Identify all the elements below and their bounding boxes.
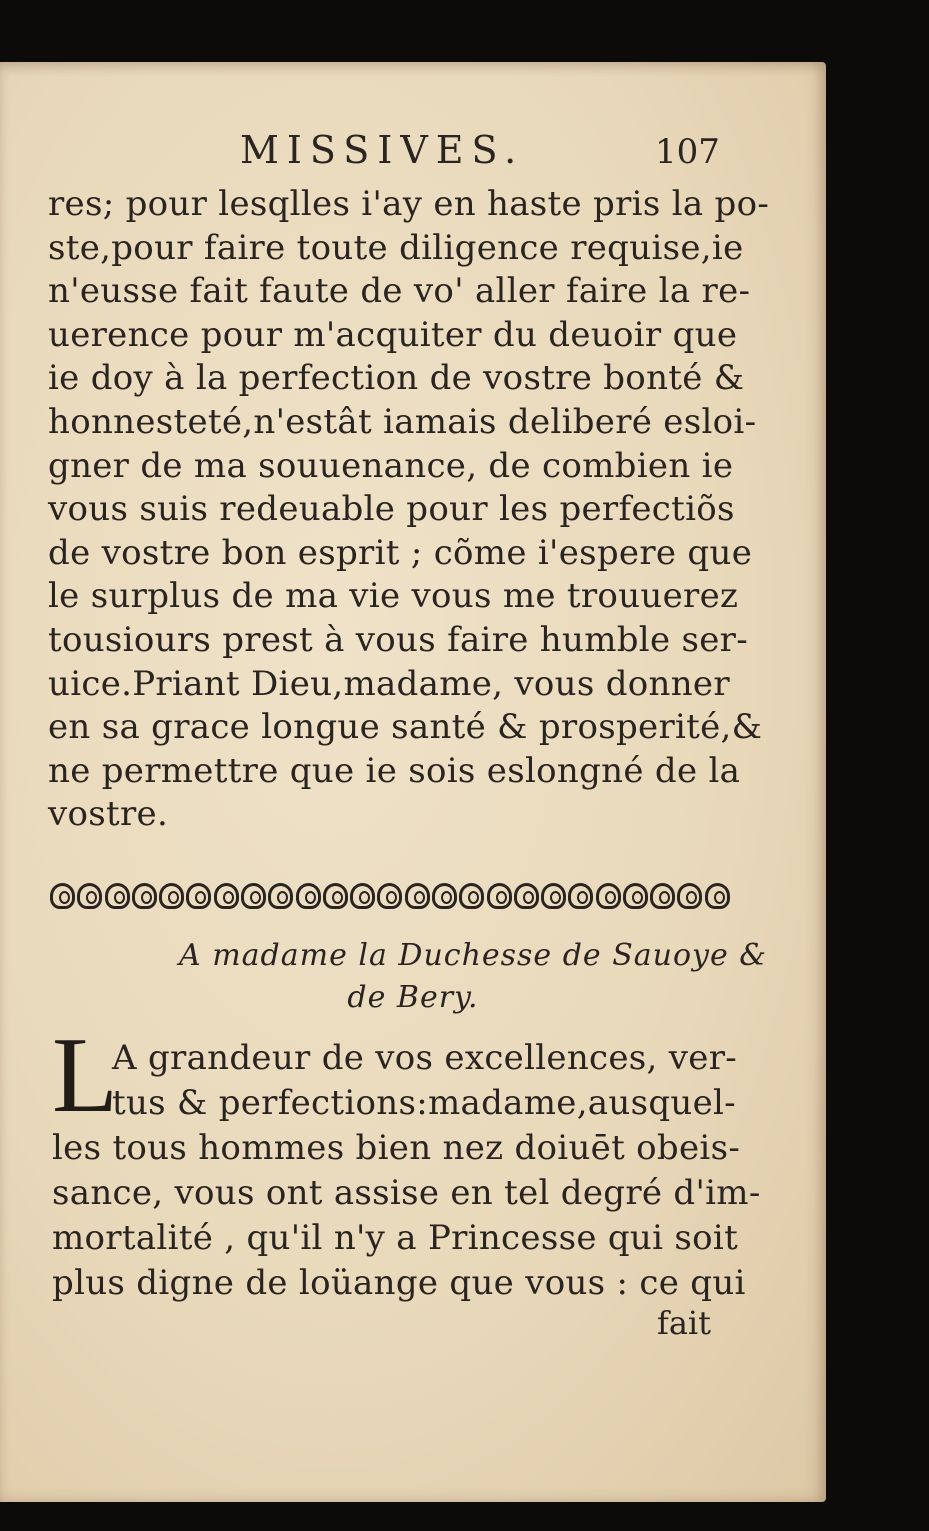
text-line: de vostre bon esprit ; cõme i'espere que: [48, 532, 753, 573]
fleuron-ornament-icon: [650, 883, 675, 909]
fleuron-ornament-icon: [432, 883, 457, 909]
fleuron-ornament-icon: [541, 883, 566, 909]
text-line: tus & perfections:madame,ausquel-: [112, 1083, 736, 1123]
fleuron-ornament-icon: [487, 883, 512, 909]
letter-body: [48, 183, 770, 837]
text-line: res; pour lesqlles i'ay en haste pris la po-: [48, 184, 770, 224]
text-line: tousiours prest à vous faire humble ser-: [48, 619, 749, 660]
fleuron-ornament-icon: [159, 883, 184, 909]
text-line: en sa grace longue santé & prosperité,&: [48, 707, 763, 748]
letter-heading-line-1: A madame la Duchesse de Sauoye &: [179, 938, 767, 973]
fleuron-ornament-icon: [459, 883, 484, 909]
fleuron-ornament-icon: [296, 883, 321, 909]
fleuron-ornament-icon: [705, 883, 730, 909]
text-line: uice.Priant Dieu,madame, vous donner: [48, 663, 730, 704]
text-line: mortalité , qu'il n'y a Princesse qui soit: [52, 1218, 739, 1258]
fleuron-ornament-icon: [50, 883, 75, 909]
fleuron-ornament-icon: [405, 883, 430, 909]
fleuron-ornament-icon: [568, 883, 593, 909]
letter-heading-line-2: de Bery.: [347, 980, 479, 1015]
fleuron-ornament-icon: [323, 883, 348, 909]
letter-section: [52, 1036, 761, 1306]
fleuron-ornament-icon: [377, 883, 402, 909]
text-line: ne permettre que ie sois eslongné de la: [48, 750, 741, 791]
text-line: uerence pour m'acquiter du deuoir que: [48, 314, 738, 355]
text-line: ste,pour faire toute diligence requise,ie: [48, 227, 744, 268]
fleuron-ornament-icon: [105, 883, 130, 909]
fleuron-ornament-icon: [350, 883, 375, 909]
text-line: les tous hommes bien nez doiuēt obeis-: [52, 1128, 741, 1168]
text-line: plus digne de loüange que vous : ce qui: [52, 1263, 746, 1303]
catchword: fait: [657, 1304, 712, 1342]
fleuron-ornament-icon: [132, 883, 157, 909]
text-line: le surplus de ma vie vous me trouuerez: [48, 576, 739, 617]
fleuron-ornament-icon: [77, 883, 102, 909]
text-line: gner de ma souuenance, de combien ie: [48, 445, 734, 486]
fleuron-ornament-icon: [514, 883, 539, 909]
text-line: ie doy à la perfection de vostre bonté &: [48, 358, 745, 399]
fleuron-ornament-icon: [214, 883, 239, 909]
drop-cap-initial: L: [52, 1016, 118, 1135]
page-header: [0, 128, 826, 178]
fleuron-ornament-icon: [241, 883, 266, 909]
printers-ornament-band: [50, 876, 730, 916]
text-line: vostre.: [48, 794, 169, 835]
fleuron-ornament-icon: [268, 883, 293, 909]
fleuron-ornament-icon: [186, 883, 211, 909]
page-number: 107: [655, 132, 720, 172]
text-line: vous suis redeuable pour les perfectiõs: [48, 489, 735, 530]
text-line: A grandeur de vos excellences, ver-: [112, 1038, 738, 1078]
fleuron-ornament-icon: [623, 883, 648, 909]
text-line: n'eusse fait faute de vo' aller faire la re-: [48, 271, 751, 312]
text-line: honnesteté,n'estât iamais deliberé esloi-: [48, 401, 757, 442]
text-line: sance, vous ont assise en tel degré d'im-: [52, 1173, 761, 1213]
running-head: MISSIVES.: [240, 128, 525, 172]
fleuron-ornament-icon: [596, 883, 621, 909]
fleuron-ornament-icon: [677, 883, 702, 909]
